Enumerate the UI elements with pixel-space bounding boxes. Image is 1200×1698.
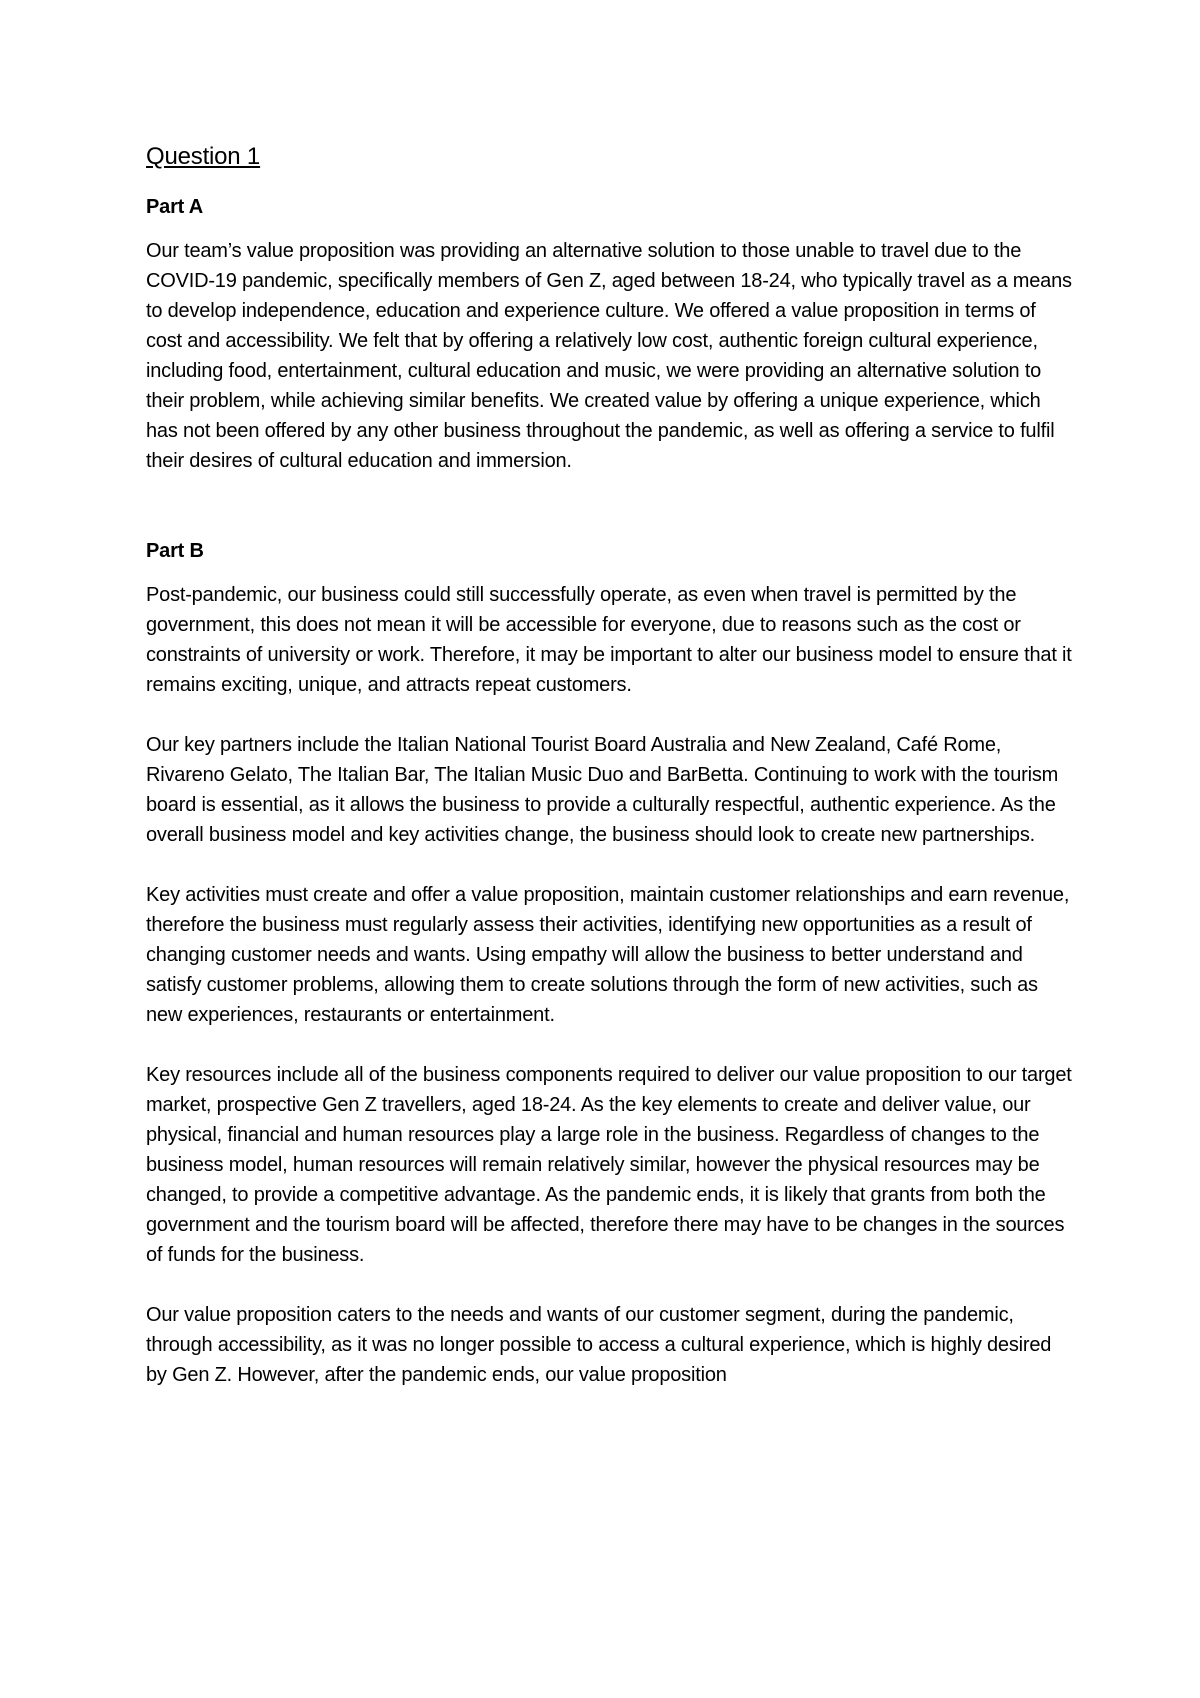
- part-b-paragraph-4: Key resources include all of the business components required to deliver our value proposition to our target market, prospective Gen Z travellers, aged 18-24. As the key elements to create and deliver value, our physical, financial and human resources play a large role in the business. Regardless of changes to the business model, human resources will remain relatively similar, however the physical resources may be changed, to provide a competitive advantage. As the pandemic ends, it is likely that grants from both the government and the tourism board will be affected, therefore there may have to be changes in the sources of funds for the business.: [146, 1064, 1072, 1266]
- document-page: [146, 140, 1076, 1420]
- part-b-heading: Part B: [146, 540, 204, 562]
- part-b-paragraph-5: Our value proposition caters to the needs and wants of our customer segment, during the pandemic, through accessibility, as it was no longer possible to access a cultural experience, which is highly desired by Gen Z. However, after the pandemic ends, our value proposition: [146, 1304, 1052, 1386]
- part-b-paragraph-3: Key activities must create and offer a value proposition, maintain customer relationships and earn revenue, therefore the business must regularly assess their activities, identifying new opportunities as a result of changing customer needs and wants. Using empathy will allow the business to better understand and satisfy customer problems, allowing them to create solutions through the form of new activities, such as new experiences, restaurants or entertainment.: [146, 884, 1070, 1026]
- part-a-heading: Part A: [146, 196, 203, 218]
- part-b-paragraph-2: Our key partners include the Italian National Tourist Board Australia and New Zealand, Café Rome, Rivareno Gelato, The Italian Bar, The Italian Music Duo and BarBetta. Continuing to work with the tourism board is essential, as it allows the business to provide a culturally respectful, authentic experience. As the overall business model and key activities change, the business should look to create new partnerships.: [146, 734, 1059, 846]
- document-title: Question 1: [146, 143, 261, 170]
- part-a-paragraph: Our team’s value proposition was providing an alternative solution to those unable to travel due to the COVID-19 pandemic, specifically members of Gen Z, aged between 18-24, who typically travel as a means to develop independence, education and experience culture. We offered a value proposition in terms of cost and accessibility. We felt that by offering a relatively low cost, authentic foreign cultural experience, including food, entertainment, cultural education and music, we were providing an alternative solution to their problem, while achieving similar benefits. We created value by offering a unique experience, which has not been offered by any other business throughout the pandemic, as well as offering a service to fulfil their desires of cultural education and immersion.: [146, 240, 1072, 472]
- section-spacer: [146, 506, 1076, 536]
- part-b-paragraph-1: Post-pandemic, our business could still successfully operate, as even when travel is permitted by the government, this does not mean it will be accessible for everyone, due to reasons such as the cost or constraints of university or work. Therefore, it may be important to alter our business model to ensure that it remains exciting, unique, and attracts repeat customers.: [146, 584, 1072, 696]
